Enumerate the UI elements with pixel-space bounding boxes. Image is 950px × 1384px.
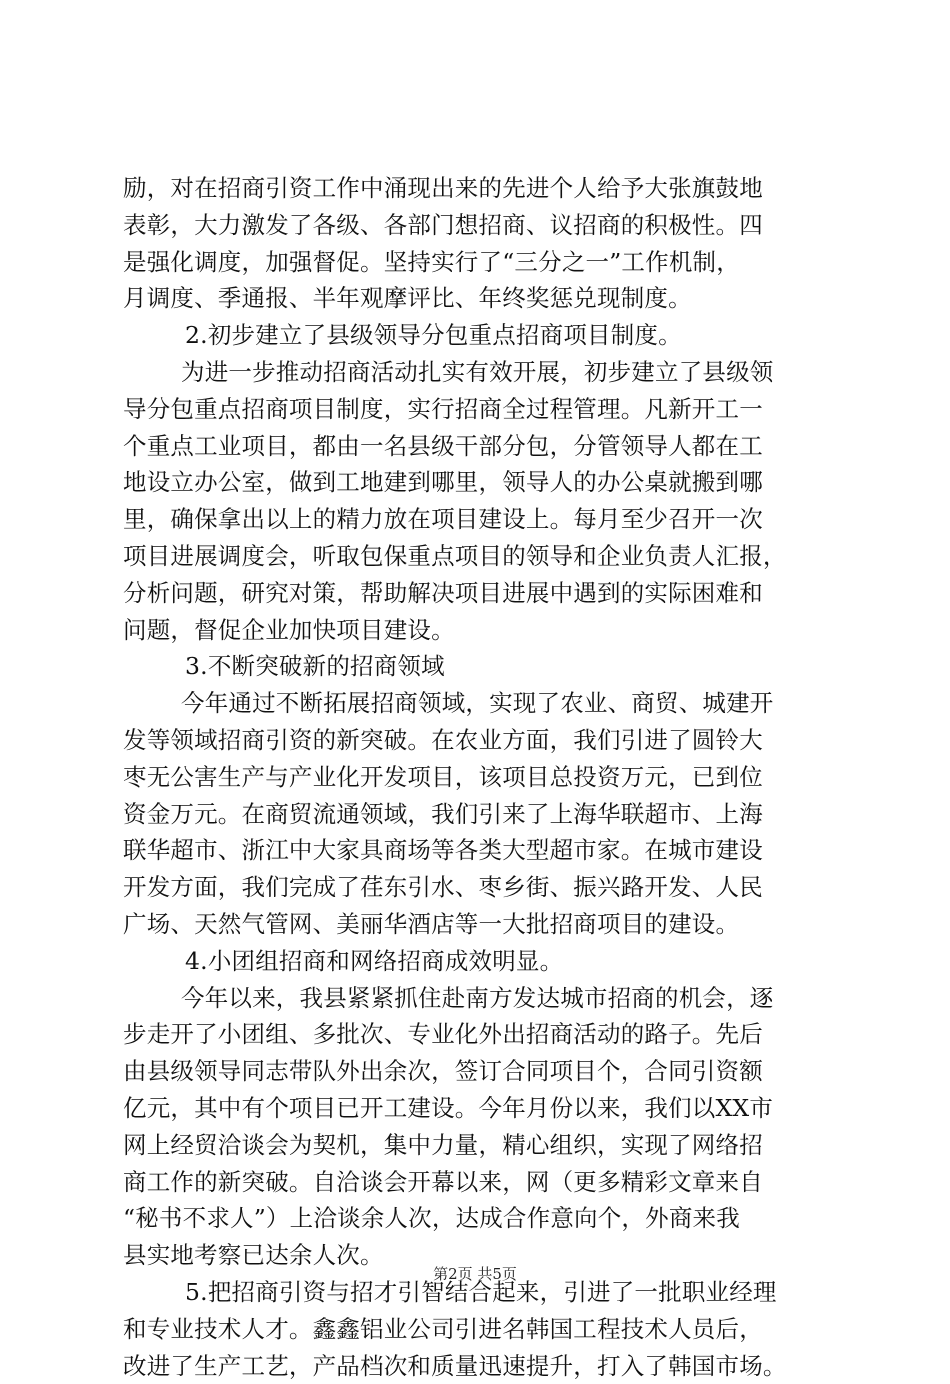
text-line: 月调度、季通报、半年观摩评比、年终奖惩兑现制度。 bbox=[123, 280, 843, 317]
text-line: 枣无公害生产与产业化开发项目，该项目总投资万元，已到位 bbox=[123, 759, 843, 796]
text-line: 资金万元。在商贸流通领域，我们引来了上海华联超市、上海 bbox=[123, 796, 843, 833]
text-line: 商工作的新突破。自洽谈会开幕以来，网（更多精彩文章来自 bbox=[123, 1164, 843, 1201]
text-line: “秘书不求人”）上洽谈余人次，达成合作意向个，外商来我 bbox=[123, 1200, 843, 1237]
text-line: 里，确保拿出以上的精力放在项目建设上。每月至少召开一次 bbox=[123, 501, 843, 538]
page-number-footer: 第2页 共5页 bbox=[0, 1264, 950, 1284]
section-heading: 2.初步建立了县级领导分包重点招商项目制度。 bbox=[123, 317, 843, 354]
text-line: 项目进展调度会，听取包保重点项目的领导和企业负责人汇报， bbox=[123, 538, 843, 575]
text-line: 和专业技术人才。鑫鑫铝业公司引进名韩国工程技术人员后， bbox=[123, 1311, 843, 1348]
text-line: 网上经贸洽谈会为契机，集中力量，精心组织，实现了网络招 bbox=[123, 1127, 843, 1164]
text-line: 今年通过不断拓展招商领域，实现了农业、商贸、城建开 bbox=[123, 685, 843, 722]
section-heading: 3.不断突破新的招商领域 bbox=[123, 648, 843, 685]
document-body bbox=[123, 170, 843, 1384]
text-line: 发等领域招商引资的新突破。在农业方面，我们引进了圆铃大 bbox=[123, 722, 843, 759]
text-line: 今年以来，我县紧紧抓住赴南方发达城市招商的机会，逐 bbox=[123, 980, 843, 1017]
text-line: 改进了生产工艺，产品档次和质量迅速提升，打入了韩国市场。 bbox=[123, 1348, 843, 1384]
text-line: 为进一步推动招商活动扎实有效开展，初步建立了县级领 bbox=[123, 354, 843, 391]
text-line: 县实地考察已达余人次。 bbox=[123, 1237, 843, 1274]
text-line: 个重点工业项目，都由一名县级干部分包，分管领导人都在工 bbox=[123, 428, 843, 465]
text-line: 联华超市、浙江中大家具商场等各类大型超市家。在城市建设 bbox=[123, 832, 843, 869]
text-line: 地设立办公室，做到工地建到哪里，领导人的办公桌就搬到哪 bbox=[123, 464, 843, 501]
text-line: 是强化调度，加强督促。坚持实行了“三分之一”工作机制， bbox=[123, 244, 843, 281]
text-line: 由县级领导同志带队外出余次，签订合同项目个，合同引资额 bbox=[123, 1053, 843, 1090]
text-line: 导分包重点招商项目制度，实行招商全过程管理。凡新开工一 bbox=[123, 391, 843, 428]
text-line: 励，对在招商引资工作中涌现出来的先进个人给予大张旗鼓地 bbox=[123, 170, 843, 207]
section-heading: 5.把招商引资与招才引智结合起来，引进了一批职业经理 bbox=[123, 1274, 843, 1311]
text-line: 步走开了小团组、多批次、专业化外出招商活动的路子。先后 bbox=[123, 1016, 843, 1053]
text-line: 问题，督促企业加快项目建设。 bbox=[123, 612, 843, 649]
text-line: 表彰，大力激发了各级、各部门想招商、议招商的积极性。四 bbox=[123, 207, 843, 244]
text-line: 开发方面，我们完成了荏东引水、枣乡街、振兴路开发、人民 bbox=[123, 869, 843, 906]
text-line: 亿元，其中有个项目已开工建设。今年月份以来，我们以XX市 bbox=[123, 1090, 843, 1127]
section-heading: 4.小团组招商和网络招商成效明显。 bbox=[123, 943, 843, 980]
text-line: 分析问题，研究对策，帮助解决项目进展中遇到的实际困难和 bbox=[123, 575, 843, 612]
text-line: 广场、天然气管网、美丽华酒店等一大批招商项目的建设。 bbox=[123, 906, 843, 943]
